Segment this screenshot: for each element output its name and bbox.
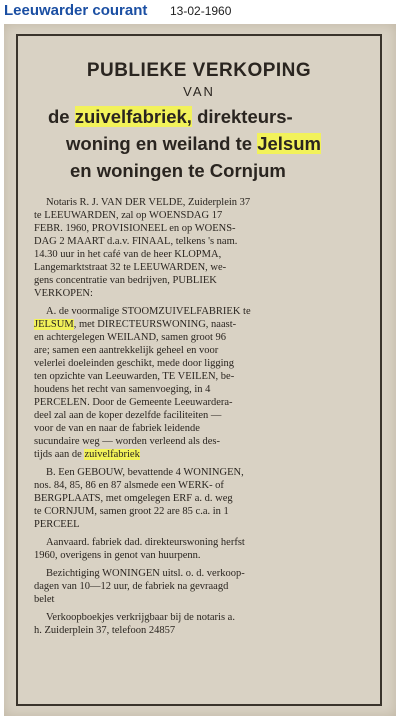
section-b (34, 466, 370, 531)
publication-name: Leeuwarder courant (4, 2, 148, 19)
text-line: BERGPLAATS, met omgelegen ERF a. d. weg (34, 493, 233, 504)
text-line: sucundaire weg — worden verleend als des- (34, 436, 221, 447)
text-line: Aanvaard. fabriek dad. direkteurswoning herfst (46, 537, 245, 548)
text-line: deel zal aan de koper dezelfde faciliteiten — (34, 410, 222, 421)
headline-line-3: en woningen te Cornjum (70, 160, 286, 181)
text-line: 14.30 uur in het café van de heer KLOPMA, (34, 249, 222, 260)
text-line: are; samen een aantrekkelijk geheel en voor (34, 345, 219, 356)
text-line: 1960, overigens in genot van huurpenn. (34, 550, 201, 561)
highlight-jelsum: Jelsum (257, 133, 321, 154)
text-line: A. de voormalige STOOMZUIVELFABRIEK te (46, 306, 251, 317)
text-line: Bezichtiging WONINGEN uitsl. o. d. verkoop- (46, 568, 245, 579)
text-line: PERCEEL (34, 519, 80, 530)
text-fragment: , met DIRECTEURSWONING, naast- (73, 319, 237, 330)
headline-line-2 (66, 130, 378, 157)
advertisement (20, 38, 378, 642)
text-line: DAG 2 MAART d.a.v. FINAAL, telkens 's nam. (34, 236, 238, 247)
text-line: Notaris R. J. VAN DER VELDE, Zuiderplein 37 (46, 197, 251, 208)
intro-paragraph (34, 196, 370, 300)
text-line: B. Een GEBOUW, bevattende 4 WONINGEN, (46, 467, 244, 478)
text-line: FEBR. 1960, PROVISIONEEL en op WOENS- (34, 223, 236, 234)
text-line: houdens het recht van samenvoeging, in 4 (34, 384, 211, 395)
highlight-zuivelfabriek: zuivelfabriek, (74, 106, 192, 127)
text-line: ten opzichte van Leeuwarden, TE VEILEN, be- (34, 371, 235, 382)
text-line: gens concentratie van bedrijven, PUBLIEK (34, 275, 217, 286)
text-line: Langemarktstraat 32 te LEEUWARDEN, we- (34, 262, 227, 273)
ad-body (34, 196, 370, 637)
text-line: te LEEUWARDEN, zal op WOENSDAG 17 (34, 210, 223, 221)
text-line: dagen van 10—12 uur, de fabriek na gevraagd (34, 581, 229, 592)
highlight-zuivelfabriek-body: zuivelfabriek (84, 449, 140, 460)
headline-line-1 (48, 103, 378, 130)
text-line (34, 448, 370, 461)
text-line: te CORNJUM, samen groot 22 are 85 c.a. in 1 (34, 506, 229, 517)
headline-text: de (48, 106, 75, 127)
bezichtiging-paragraph (34, 567, 370, 606)
text-line: nos. 84, 85, 86 en 87 alsmede een WERK- of (34, 480, 224, 491)
headline-text: direkteurs- (191, 106, 293, 127)
text-line: Verkoopboekjes verkrijgbaar bij de notaris a. (46, 612, 235, 623)
text-line: en achtergelegen WEILAND, samen groot 96 (34, 332, 227, 343)
text-fragment: tijds aan de (34, 449, 85, 460)
text-line: h. Zuiderplein 37, telefoon 24857 (34, 625, 176, 636)
aanvaard-paragraph (34, 536, 370, 562)
text-line: voor de van en naar de fabriek leidende (34, 423, 200, 434)
header-bar (0, 0, 400, 22)
text-line: belet (34, 594, 55, 605)
verkoopboekjes-paragraph (34, 611, 370, 637)
text-line (34, 318, 370, 331)
text-line: PERCELEN. Door de Gemeente Leeuwardera- (34, 397, 233, 408)
text-line: velerlei doeleinden geschikt, mede door ligging (34, 358, 235, 369)
ad-van: VAN (183, 84, 215, 99)
section-a (34, 305, 370, 461)
text-line: VERKOPEN: (34, 288, 93, 299)
headline-text: woning en weiland te (66, 133, 258, 154)
highlight-jelsum-body: JELSUM (34, 319, 74, 330)
publication-date: 13-02-1960 (170, 4, 232, 18)
ad-title: PUBLIEKE VERKOPING (86, 60, 312, 81)
